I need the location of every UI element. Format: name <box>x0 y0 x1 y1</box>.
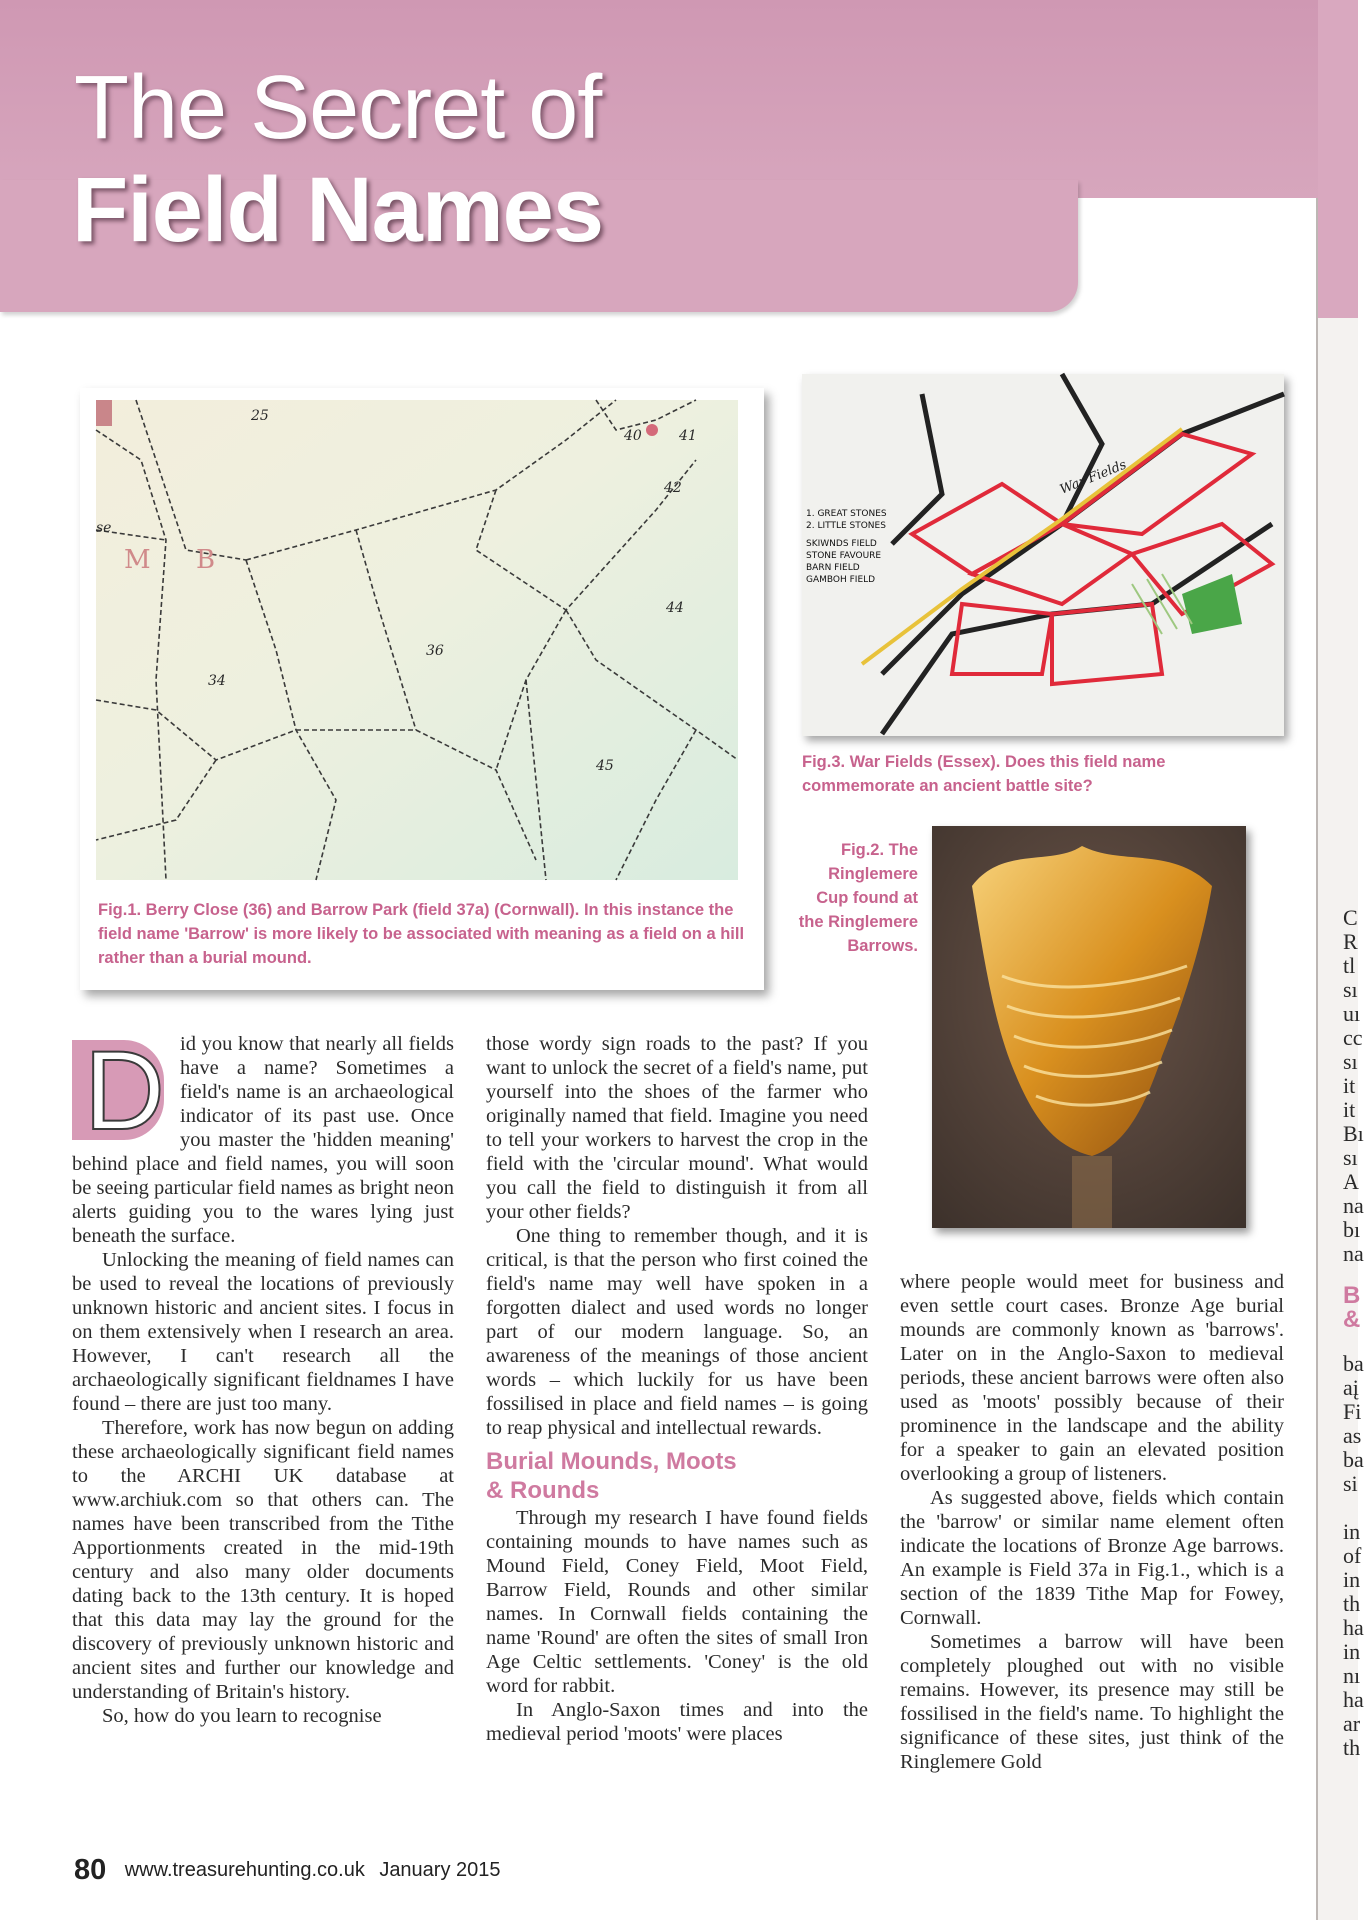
section-heading-line1: Burial Mounds, Moots <box>486 1448 737 1475</box>
edge-letter: tl <box>1343 953 1356 978</box>
edge-letter: ha <box>1343 1687 1364 1712</box>
svg-text:40: 40 <box>624 428 642 444</box>
edge-letter: th <box>1343 1735 1361 1760</box>
edge-letter: R <box>1343 929 1358 954</box>
paragraph: where people would meet for business and even settle court cases. Bronze Age burial mounds are commonly known as 'barrows'. Later on in the Anglo-Saxon to medieval periods, these ancient barrows were often also used as 'moots' possibly because of their prominence in the landscape and the ability for a speaker to gain an elevated position overlooking a group of listeners. <box>900 1271 1284 1485</box>
page-number: 80 <box>74 1854 107 1886</box>
svg-text:STONE FAVOURE: STONE FAVOURE <box>806 551 882 561</box>
edge-letter: uı <box>1343 1001 1361 1026</box>
section-heading-line2: & Rounds <box>486 1477 600 1504</box>
svg-text:25: 25 <box>251 408 269 424</box>
paragraph: those wordy sign roads to the past? If you want to unlock the secret of a field's name, put yourself into the shoes of the farmer who originally named that field. Imagine you need to tell your workers to harvest the crop in the field with the 'circular mound'. What would you call the field to distinguish it from all your other fields? <box>486 1033 868 1223</box>
paragraph: So, how do you learn to recognise <box>102 1705 382 1727</box>
edge-letter: na <box>1343 1193 1364 1218</box>
svg-text:34: 34 <box>208 673 226 689</box>
figure-1-caption: Fig.1. Berry Close (36) and Barrow Park (field 37a) (Cornwall). In this instance the field name 'Barrow' is more likely to be associated with meaning as a field on a hill rather than a burial mound. <box>98 901 745 967</box>
svg-text:SKIWNDS FIELD: SKIWNDS FIELD <box>806 539 877 549</box>
tithe-map-drawing <box>96 400 738 880</box>
edge-letter: ba <box>1343 1447 1364 1472</box>
edge-letter: bı <box>1343 1217 1361 1242</box>
figure-3-caption: Fig.3. War Fields (Essex). Does this field name commemorate an ancient battle site? <box>802 753 1166 795</box>
svg-text:41: 41 <box>679 428 697 444</box>
edge-letter: Bı <box>1343 1121 1364 1146</box>
edge-letter: in <box>1343 1567 1361 1592</box>
page-footer <box>74 1854 501 1887</box>
svg-text:36: 36 <box>426 643 444 659</box>
svg-text:1. GREAT STONES: 1. GREAT STONES <box>806 509 887 519</box>
map-corner-mark <box>96 400 112 426</box>
paragraph: Through my research I have found fields containing mounds to have names such as Mound Field, Coney Field, Moot Field, Barrow Field, Rounds and other similar names. In Cornwall fields containing the name 'Round' are often the sites of small Iron Age Celtic settlements. 'Coney' is the old word for rabbit. <box>486 1507 868 1697</box>
map-red-dot <box>646 424 658 436</box>
ringlemere-cup-drawing <box>932 826 1246 1228</box>
paragraph: As suggested above, fields which contain the 'barrow' or similar name element often indicate the locations of Bronze Age barrows. An example is Field 37a in Fig.1., which is a section of the 1839 Tithe Map for Fowey, Cornwall. <box>900 1487 1284 1629</box>
figure-1 <box>80 388 764 990</box>
paragraph: id you know that nearly all fields have a name? Sometimes a field's name is an archaeological indicator of its past use. Once you master the 'hidden meaning' behind place and field names, you will soon be seeing particular field names as bright neon alerts guiding you to the wares lying just beneath the surface. <box>72 1033 454 1247</box>
page-title-line1: The Secret of <box>74 58 602 158</box>
edge-subhead: B <box>1343 1282 1361 1309</box>
edge-letter: aį <box>1343 1375 1359 1400</box>
footer-date: January 2015 <box>379 1859 501 1881</box>
cup-stand <box>1072 1156 1112 1228</box>
svg-text:War Fields: War Fields <box>1057 457 1129 498</box>
svg-text:B: B <box>196 545 216 575</box>
article-column-2 <box>486 1032 868 1746</box>
edge-letter: sı <box>1343 1145 1358 1170</box>
edge-letter: ar <box>1343 1711 1361 1736</box>
drop-cap <box>72 1028 168 1153</box>
edge-letter: it <box>1343 1073 1356 1098</box>
svg-text:GAMBOH FIELD: GAMBOH FIELD <box>806 575 876 585</box>
edge-letter: th <box>1343 1591 1361 1616</box>
svg-text:BARN FIELD: BARN FIELD <box>806 563 860 573</box>
svg-text:45: 45 <box>596 758 614 774</box>
map-paper <box>96 400 738 880</box>
edge-letter: A <box>1343 1169 1359 1194</box>
edge-letter: sı <box>1343 977 1358 1002</box>
edge-letter: na <box>1343 1241 1364 1266</box>
figure-3-war-fields-map <box>802 374 1284 736</box>
edge-subhead: & <box>1343 1306 1361 1333</box>
article-column-3 <box>900 1270 1284 1774</box>
footer-url: www.treasurehunting.co.uk <box>124 1859 365 1881</box>
article-column-1 <box>72 1028 454 1728</box>
edge-letter: si <box>1343 1471 1358 1496</box>
paragraph: Therefore, work has now begun on adding these archaeologically significant field names to the ARCHI UK database at www.archiuk.com so that others can. The names have been transcribed from the Tithe Apportionments created in the mid-19th century and also many older documents dating back to the 13th century. It is hoped that this data may lay the ground for the discovery of previously unknown historic and ancient sites and further our knowledge and understanding of Britain's history. <box>72 1417 454 1703</box>
edge-letter: Fi <box>1343 1399 1362 1424</box>
next-page-text-fragments <box>1343 905 1364 1760</box>
paragraph: Unlocking the meaning of field names can be used to reveal the locations of previously unknown historic and ancient sites. I focus in on them extensively when I research an area. However, I can't research all the archaeologically significant fieldnames I have found – there are just too many. <box>72 1249 454 1415</box>
edge-letter: it <box>1343 1097 1356 1122</box>
edge-letter: ha <box>1343 1615 1364 1640</box>
svg-text:2. LITTLE STONES: 2. LITTLE STONES <box>806 521 886 531</box>
edge-letter: ba <box>1343 1351 1364 1376</box>
paragraph: Sometimes a barrow will have been completely ploughed out with no visible remains. However, its presence may still be fossilised in the field's name. To highlight the significance of these sites, just think of the Ringlemere Gold <box>900 1631 1284 1773</box>
svg-text:se: se <box>96 520 112 536</box>
edge-letter: C <box>1343 905 1358 930</box>
figure-2-ringlemere-cup-photo <box>932 826 1246 1228</box>
edge-letter: of <box>1343 1543 1362 1568</box>
svg-text:42: 42 <box>664 480 682 496</box>
edge-letter: sı <box>1343 1049 1358 1074</box>
next-page-header-band <box>1318 0 1358 318</box>
edge-letter: cc <box>1343 1025 1363 1050</box>
figure-2-caption: Fig.2. The Ringlemere Cup found at the Ringlemere Barrows. <box>798 841 918 955</box>
paragraph: In Anglo-Saxon times and into the medieval period 'moots' were places <box>486 1699 868 1745</box>
paragraph: One thing to remember though, and it is critical, is that the person who first coined the field's name may well have spoken in a forgotten dialect and used words no longer part of our modern language. So, an awareness of the meanings of those ancient words – which luckily for us have been fossilised in place and field names – is going to reap physical and intellectual rewards. <box>486 1225 868 1439</box>
war-fields-drawing <box>802 374 1284 736</box>
drop-cap-letter: D <box>84 1028 165 1153</box>
edge-letter: as <box>1343 1423 1362 1448</box>
svg-text:M: M <box>124 545 151 575</box>
tithe-map-image <box>96 400 738 880</box>
edge-letter: in <box>1343 1639 1361 1664</box>
edge-letter: nı <box>1343 1663 1361 1688</box>
svg-text:44: 44 <box>666 600 684 616</box>
edge-letter: in <box>1343 1519 1361 1544</box>
page-title-line2: Field Names <box>72 159 603 261</box>
